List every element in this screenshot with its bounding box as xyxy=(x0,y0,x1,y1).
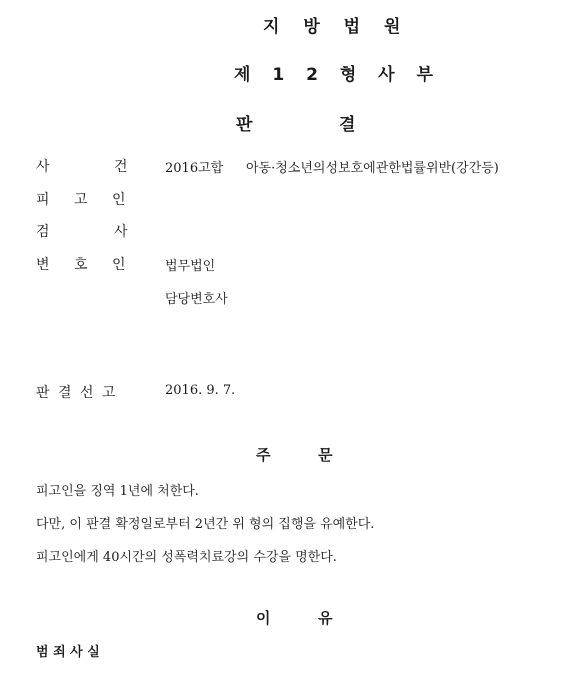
document-title-right: 결 xyxy=(339,115,356,135)
judgment-date: 2016. 9. 7. xyxy=(165,383,236,398)
facts-section-title: 범 죄 사 실 xyxy=(36,645,100,660)
court-name: 지 방 법 원 xyxy=(263,17,410,37)
defendant-label: 피 고 인 xyxy=(36,192,136,208)
order-line-1: 피고인을 징역 1년에 처한다. xyxy=(36,484,199,499)
defense-label: 변 호 인 xyxy=(36,257,136,273)
order-line-2: 다만, 이 판결 확정일로부터 2년간 위 형의 집행을 유예한다. xyxy=(36,517,375,532)
order-title-left: 주 xyxy=(256,446,271,464)
case-label: 사 건 xyxy=(36,159,158,175)
defense-firm: 법무법인 xyxy=(165,259,216,274)
judgment-date-label: 판 결 선 고 xyxy=(36,385,118,401)
case-name: 아동·청소년의성보호에관한법률위반(강간등) xyxy=(246,161,499,176)
reasons-title-right: 유 xyxy=(318,609,333,627)
reasons-title-left: 이 xyxy=(256,609,271,627)
case-number: 2016고합 xyxy=(165,161,224,176)
prosecutor-label: 검 사 xyxy=(36,224,158,240)
order-line-3: 피고인에게 40시간의 성폭력치료강의 수강을 명한다. xyxy=(36,550,337,565)
order-title-right: 문 xyxy=(318,446,333,464)
defense-attorney: 담당변호사 xyxy=(165,292,228,307)
document-title-left: 판 xyxy=(236,115,253,135)
court-division: 제 1 2 형 사 부 xyxy=(234,65,441,85)
